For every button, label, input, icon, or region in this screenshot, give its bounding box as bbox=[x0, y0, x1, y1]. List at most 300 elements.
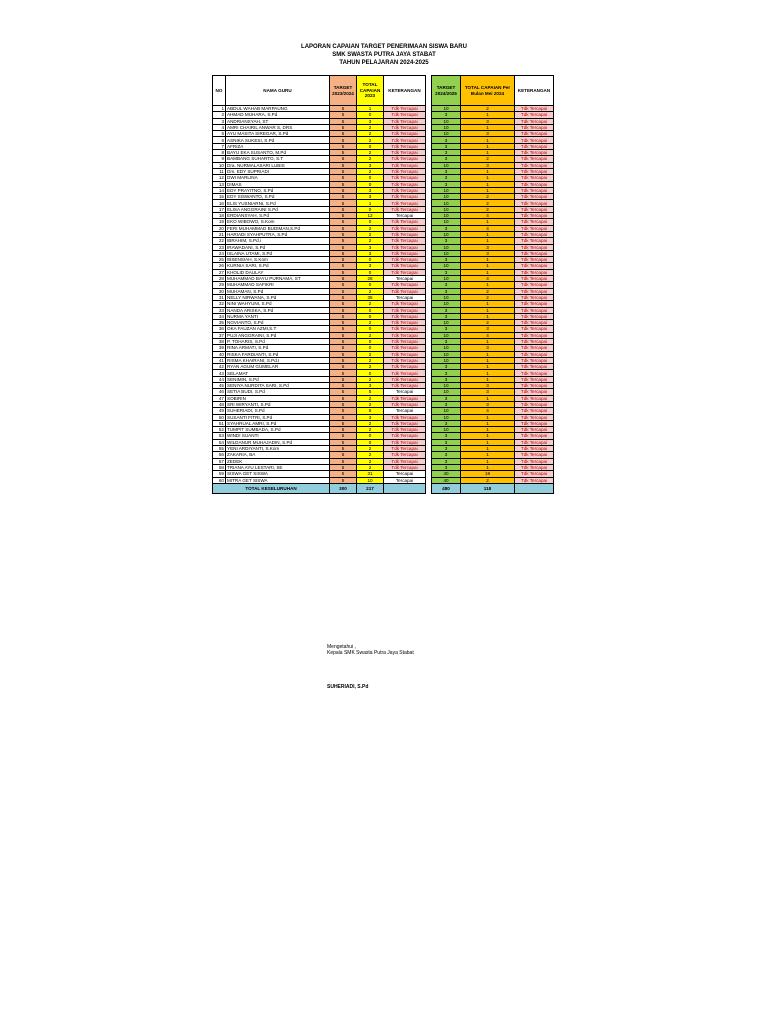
teacher-name: ANDRIANSYAH, ST bbox=[226, 118, 330, 124]
keterangan-2024: Tdk Tercapai bbox=[515, 439, 554, 445]
keterangan-2024: Tdk Tercapai bbox=[515, 150, 554, 156]
target-2024: 10 bbox=[432, 408, 461, 414]
target-2023: 5 bbox=[330, 446, 357, 452]
capaian-2023: 2 bbox=[357, 376, 384, 382]
capaian-2024: 1 bbox=[461, 439, 515, 445]
target-2024: 10 bbox=[432, 294, 461, 300]
keterangan-2024: Tdk Tercapai bbox=[515, 294, 554, 300]
keterangan-2023: Tdk Tercapai bbox=[384, 250, 426, 256]
target-2023: 5 bbox=[330, 187, 357, 193]
target-2023: 5 bbox=[330, 477, 357, 483]
keterangan-2024: Tdk Tercapai bbox=[515, 238, 554, 244]
target-2023: 5 bbox=[330, 288, 357, 294]
capaian-2023: 0 bbox=[357, 112, 384, 118]
target-2023: 5 bbox=[330, 206, 357, 212]
capaian-2023: 2 bbox=[357, 401, 384, 407]
target-2024: 3 bbox=[432, 376, 461, 382]
keterangan-2023: Tdk Tercapai bbox=[384, 124, 426, 130]
keterangan-2024: Tdk Tercapai bbox=[515, 433, 554, 439]
target-2024: 10 bbox=[432, 427, 461, 433]
capaian-2023: 3 bbox=[357, 118, 384, 124]
teacher-name: SOBIRIN bbox=[226, 395, 330, 401]
target-2023: 5 bbox=[330, 389, 357, 395]
row-number: 42 bbox=[213, 364, 226, 370]
target-2023: 5 bbox=[330, 219, 357, 225]
keterangan-2023: Tdk Tercapai bbox=[384, 307, 426, 313]
keterangan-2024: Tdk Tercapai bbox=[515, 181, 554, 187]
capaian-2023: 2 bbox=[357, 332, 384, 338]
keterangan-2024: Tdk Tercapai bbox=[515, 118, 554, 124]
capaian-2024: 1 bbox=[461, 263, 515, 269]
keterangan-2024: Tdk Tercapai bbox=[515, 194, 554, 200]
target-2023: 5 bbox=[330, 383, 357, 389]
header-target-2023: TARGET 2023/2024 bbox=[330, 76, 357, 106]
target-2024: 10 bbox=[432, 244, 461, 250]
row-number: 56 bbox=[213, 452, 226, 458]
capaian-2023: 0 bbox=[357, 439, 384, 445]
target-2024: 3 bbox=[432, 464, 461, 470]
capaian-2024: 3 bbox=[461, 383, 515, 389]
teacher-name: HARIADI SYAHPUTRA, S.Pd bbox=[226, 231, 330, 237]
capaian-2024: 1 bbox=[461, 433, 515, 439]
keterangan-2023: Tdk Tercapai bbox=[384, 206, 426, 212]
academic-year: TAHUN PELAJARAN 2024-2025 bbox=[339, 60, 429, 66]
capaian-2023: 0 bbox=[357, 206, 384, 212]
teacher-name: RISKA FARDIANTI, S.Pd bbox=[226, 351, 330, 357]
capaian-2024: 3 bbox=[461, 345, 515, 351]
keterangan-2024: Tdk Tercapai bbox=[515, 168, 554, 174]
teacher-name: RISMA KHAIRANI, S.Pd.I bbox=[226, 357, 330, 363]
target-2023: 5 bbox=[330, 118, 357, 124]
keterangan-2023: Tdk Tercapai bbox=[384, 288, 426, 294]
header-nama-guru: NAMA GURU bbox=[226, 76, 330, 106]
keterangan-2024: Tdk Tercapai bbox=[515, 364, 554, 370]
keterangan-2023: Tercapai bbox=[384, 477, 426, 483]
keterangan-2023: Tercapai bbox=[384, 471, 426, 477]
keterangan-2023: Tdk Tercapai bbox=[384, 112, 426, 118]
capaian-2024: 4 bbox=[461, 225, 515, 231]
teacher-name: EKO WIBOWO, S.Kom bbox=[226, 219, 330, 225]
teacher-name: SELAMAT bbox=[226, 370, 330, 376]
target-2023: 5 bbox=[330, 263, 357, 269]
target-2024: 40 bbox=[432, 471, 461, 477]
keterangan-2023: Tdk Tercapai bbox=[384, 106, 426, 112]
capaian-2024: 1 bbox=[461, 231, 515, 237]
keterangan-2024: Tdk Tercapai bbox=[515, 338, 554, 344]
teacher-name: MUHAMAN, S.Pd bbox=[226, 288, 330, 294]
keterangan-2023: Tdk Tercapai bbox=[384, 143, 426, 149]
capaian-2024: 4 bbox=[461, 213, 515, 219]
keterangan-2023: Tdk Tercapai bbox=[384, 194, 426, 200]
capaian-2023: 2 bbox=[357, 357, 384, 363]
teacher-name: MITRA GET SISWA bbox=[226, 477, 330, 483]
target-2023: 5 bbox=[330, 257, 357, 263]
capaian-2024: 2 bbox=[461, 320, 515, 326]
keterangan-2024: Tdk Tercapai bbox=[515, 175, 554, 181]
capaian-2024: 1 bbox=[461, 175, 515, 181]
capaian-2023: 3 bbox=[357, 194, 384, 200]
keterangan-2024: Tdk Tercapai bbox=[515, 213, 554, 219]
target-2023: 5 bbox=[330, 439, 357, 445]
capaian-2024: 1 bbox=[461, 307, 515, 313]
teacher-name: IBRAHIM, S.Pd.i bbox=[226, 238, 330, 244]
capaian-2024: 1 bbox=[461, 364, 515, 370]
row-number: 22 bbox=[213, 238, 226, 244]
capaian-2023: 2 bbox=[357, 238, 384, 244]
row-number: 20 bbox=[213, 225, 226, 231]
keterangan-2024: Tdk Tercapai bbox=[515, 383, 554, 389]
capaian-2024: 1 bbox=[461, 124, 515, 130]
target-2024: 3 bbox=[432, 439, 461, 445]
row-number: 28 bbox=[213, 276, 226, 282]
capaian-2023: 2 bbox=[357, 427, 384, 433]
capaian-2023: 2 bbox=[357, 464, 384, 470]
keterangan-2024: Tdk Tercapai bbox=[515, 464, 554, 470]
keterangan-2023: Tdk Tercapai bbox=[384, 282, 426, 288]
row-number: 26 bbox=[213, 263, 226, 269]
header-capaian-2024: TOTAL CAPAIAN Per Bulan Mei 2024 bbox=[461, 76, 515, 106]
capaian-2023: 0 bbox=[357, 282, 384, 288]
target-2024: 10 bbox=[432, 231, 461, 237]
capaian-2024: 3 bbox=[461, 162, 515, 168]
keterangan-2023: Tdk Tercapai bbox=[384, 238, 426, 244]
capaian-2023: 2 bbox=[357, 150, 384, 156]
capaian-2024: 1 bbox=[461, 269, 515, 275]
target-2023: 5 bbox=[330, 414, 357, 420]
target-2024: 3 bbox=[432, 156, 461, 162]
target-2023: 5 bbox=[330, 194, 357, 200]
target-2023: 5 bbox=[330, 225, 357, 231]
keterangan-2024: Tdk Tercapai bbox=[515, 357, 554, 363]
teacher-name: YENI ARDIYANTI, S.Kom bbox=[226, 446, 330, 452]
keterangan-2024: Tdk Tercapai bbox=[515, 187, 554, 193]
keterangan-2024: Tdk Tercapai bbox=[515, 307, 554, 313]
capaian-2024: 1 bbox=[461, 257, 515, 263]
target-2023: 5 bbox=[330, 200, 357, 206]
capaian-2023: 3 bbox=[357, 383, 384, 389]
capaian-2024: 2 bbox=[461, 200, 515, 206]
keterangan-2024: Tdk Tercapai bbox=[515, 452, 554, 458]
teacher-name: NINI WAHYUNI, S.Pd bbox=[226, 301, 330, 307]
target-2023: 5 bbox=[330, 452, 357, 458]
keterangan-2023: Tdk Tercapai bbox=[384, 332, 426, 338]
keterangan-2024: Tdk Tercapai bbox=[515, 420, 554, 426]
capaian-2023: 10 bbox=[357, 477, 384, 483]
keterangan-2023: Tdk Tercapai bbox=[384, 345, 426, 351]
table-2024 bbox=[431, 75, 554, 494]
row-number: 55 bbox=[213, 446, 226, 452]
keterangan-2023: Tdk Tercapai bbox=[384, 414, 426, 420]
target-2024: 10 bbox=[432, 332, 461, 338]
row-number: 52 bbox=[213, 427, 226, 433]
target-2023: 5 bbox=[330, 143, 357, 149]
target-2023: 5 bbox=[330, 351, 357, 357]
target-2024: 3 bbox=[432, 433, 461, 439]
target-2024: 10 bbox=[432, 200, 461, 206]
keterangan-2024: Tdk Tercapai bbox=[515, 263, 554, 269]
keterangan-2023: Tercapai bbox=[384, 213, 426, 219]
teacher-name: ISLAINA UTAMI, S.Pd bbox=[226, 250, 330, 256]
target-2024: 10 bbox=[432, 276, 461, 282]
capaian-2024: 1 bbox=[461, 395, 515, 401]
target-2024: 3 bbox=[432, 420, 461, 426]
capaian-2024: 3 bbox=[461, 401, 515, 407]
teacher-name: TUMPIT SUMBADA, S.Pd bbox=[226, 427, 330, 433]
capaian-2023: 0 bbox=[357, 181, 384, 187]
target-2023: 5 bbox=[330, 150, 357, 156]
target-2024: 3 bbox=[432, 326, 461, 332]
row-number: 24 bbox=[213, 250, 226, 256]
target-2023: 5 bbox=[330, 137, 357, 143]
target-2024: 3 bbox=[432, 370, 461, 376]
capaian-2023: 3 bbox=[357, 244, 384, 250]
keterangan-2024: Tdk Tercapai bbox=[515, 288, 554, 294]
keterangan-2023: Tdk Tercapai bbox=[384, 200, 426, 206]
target-2023: 5 bbox=[330, 238, 357, 244]
keterangan-2023: Tdk Tercapai bbox=[384, 137, 426, 143]
keterangan-2023: Tdk Tercapai bbox=[384, 395, 426, 401]
keterangan-2024: Tdk Tercapai bbox=[515, 313, 554, 319]
target-2023: 5 bbox=[330, 458, 357, 464]
totals-label: TOTAL KESELURUHAN bbox=[213, 483, 330, 493]
teacher-name: NURMA YANTI bbox=[226, 313, 330, 319]
row-number: 47 bbox=[213, 395, 226, 401]
target-2024: 10 bbox=[432, 187, 461, 193]
teacher-name: NELLY NIRWANA, S.Pd bbox=[226, 294, 330, 300]
keterangan-2024: Tdk Tercapai bbox=[515, 458, 554, 464]
target-2024: 3 bbox=[432, 338, 461, 344]
target-2023: 5 bbox=[330, 395, 357, 401]
target-2024: 10 bbox=[432, 320, 461, 326]
target-2023: 5 bbox=[330, 357, 357, 363]
target-2023: 5 bbox=[330, 471, 357, 477]
keterangan-2024: Tdk Tercapai bbox=[515, 389, 554, 395]
target-2023: 5 bbox=[330, 131, 357, 137]
row-number: 10 bbox=[213, 162, 226, 168]
teacher-name: MUHAMMAD BAYU PURNAMA, ST bbox=[226, 276, 330, 282]
target-2024: 10 bbox=[432, 219, 461, 225]
teacher-name: OKA FAUZAN AZMI,S.T bbox=[226, 326, 330, 332]
row-number: 58 bbox=[213, 464, 226, 470]
header-target-2024: TARGET 2024/2025 bbox=[432, 76, 461, 106]
keterangan-2024: Tdk Tercapai bbox=[515, 112, 554, 118]
teacher-name: Drs. EDY SUPRIADI bbox=[226, 168, 330, 174]
target-2024: 3 bbox=[432, 112, 461, 118]
capaian-2023: 0 bbox=[357, 219, 384, 225]
capaian-2023: 28 bbox=[357, 276, 384, 282]
capaian-2024: 2 bbox=[461, 194, 515, 200]
keterangan-2024: Tdk Tercapai bbox=[515, 276, 554, 282]
capaian-2024: 1 bbox=[461, 452, 515, 458]
row-number: 41 bbox=[213, 357, 226, 363]
capaian-2024: 1 bbox=[461, 238, 515, 244]
teacher-name: EDY PRAYITNO, S.Pd bbox=[226, 187, 330, 193]
teacher-name: WINDI SUANTI bbox=[226, 433, 330, 439]
row-number: 15 bbox=[213, 194, 226, 200]
target-2024: 3 bbox=[432, 181, 461, 187]
target-2023: 5 bbox=[330, 345, 357, 351]
target-2024: 10 bbox=[432, 357, 461, 363]
capaian-2023: 3 bbox=[357, 263, 384, 269]
footer-jabatan: Kepala SMK Swasta Putra Jaya Stabat bbox=[327, 650, 414, 656]
keterangan-2023: Tdk Tercapai bbox=[384, 244, 426, 250]
row-number: 18 bbox=[213, 213, 226, 219]
keterangan-2024: Tdk Tercapai bbox=[515, 124, 554, 130]
keterangan-2024: Tdk Tercapai bbox=[515, 219, 554, 225]
keterangan-2023: Tdk Tercapai bbox=[384, 231, 426, 237]
target-2023: 5 bbox=[330, 168, 357, 174]
capaian-2024: 1 bbox=[461, 137, 515, 143]
teacher-name: PUJI ANGGRAINI, S.Pd bbox=[226, 332, 330, 338]
row-number: 2 bbox=[213, 112, 226, 118]
target-2024: 3 bbox=[432, 313, 461, 319]
capaian-2023: 2 bbox=[357, 168, 384, 174]
totals-row bbox=[432, 483, 554, 493]
capaian-2024: 3 bbox=[461, 131, 515, 137]
keterangan-2024: Tdk Tercapai bbox=[515, 345, 554, 351]
target-2024: 3 bbox=[432, 401, 461, 407]
keterangan-2023: Tdk Tercapai bbox=[384, 357, 426, 363]
capaian-2023: 2 bbox=[357, 137, 384, 143]
keterangan-2023: Tercapai bbox=[384, 389, 426, 395]
row-number: 29 bbox=[213, 282, 226, 288]
target-2024: 10 bbox=[432, 263, 461, 269]
capaian-2023: 3 bbox=[357, 250, 384, 256]
capaian-2024: 1 bbox=[461, 464, 515, 470]
capaian-2024: 1 bbox=[461, 181, 515, 187]
capaian-2024: 1 bbox=[461, 143, 515, 149]
capaian-2023: 0 bbox=[357, 269, 384, 275]
teacher-name: KURNIA SARI, S.Pd bbox=[226, 263, 330, 269]
keterangan-2023: Tdk Tercapai bbox=[384, 427, 426, 433]
total-target-2023: 300 bbox=[330, 483, 357, 493]
target-2023: 5 bbox=[330, 408, 357, 414]
capaian-2023: 0 bbox=[357, 338, 384, 344]
row-number: 36 bbox=[213, 326, 226, 332]
capaian-2023: 2 bbox=[357, 320, 384, 326]
keterangan-2023: Tdk Tercapai bbox=[384, 187, 426, 193]
target-2024: 3 bbox=[432, 395, 461, 401]
teacher-name: NOVIANTO, S.Pd bbox=[226, 320, 330, 326]
capaian-2024: 3 bbox=[461, 389, 515, 395]
teacher-name: SENIYA NURDITA SARI, S.Pd bbox=[226, 383, 330, 389]
capaian-2023: 0 bbox=[357, 307, 384, 313]
teacher-name: SENIMIN, S.Pd bbox=[226, 376, 330, 382]
row-number: 35 bbox=[213, 320, 226, 326]
keterangan-2023: Tercapai bbox=[384, 408, 426, 414]
row-number: 54 bbox=[213, 439, 226, 445]
header-keterangan-2023: KETERANGAN bbox=[384, 76, 426, 106]
capaian-2023: 2 bbox=[357, 420, 384, 426]
capaian-2023: 2 bbox=[357, 124, 384, 130]
target-2024: 10 bbox=[432, 106, 461, 112]
keterangan-2023: Tdk Tercapai bbox=[384, 181, 426, 187]
teacher-name: IRAWADANI, S.Pd bbox=[226, 244, 330, 250]
keterangan-2024: Tdk Tercapai bbox=[515, 370, 554, 376]
teacher-name: SISWA GET SISWA bbox=[226, 471, 330, 477]
keterangan-2023: Tdk Tercapai bbox=[384, 383, 426, 389]
keterangan-2023: Tdk Tercapai bbox=[384, 162, 426, 168]
target-2024: 3 bbox=[432, 150, 461, 156]
row-number: 30 bbox=[213, 288, 226, 294]
target-2024: 10 bbox=[432, 206, 461, 212]
keterangan-2023: Tdk Tercapai bbox=[384, 420, 426, 426]
footer-signatory: SUHERIADI, S.Pd bbox=[327, 684, 369, 690]
row-number: 46 bbox=[213, 389, 226, 395]
target-2024: 10 bbox=[432, 345, 461, 351]
target-2023: 5 bbox=[330, 313, 357, 319]
target-2023: 5 bbox=[330, 364, 357, 370]
capaian-2024: 3 bbox=[461, 326, 515, 332]
row-number: 31 bbox=[213, 294, 226, 300]
row-number: 25 bbox=[213, 257, 226, 263]
target-2024: 10 bbox=[432, 124, 461, 130]
teacher-name: RINA ARMATI, S.Pd bbox=[226, 345, 330, 351]
keterangan-2023: Tdk Tercapai bbox=[384, 263, 426, 269]
row-number: 3 bbox=[213, 118, 226, 124]
capaian-2024: 1 bbox=[461, 112, 515, 118]
row-number: 11 bbox=[213, 168, 226, 174]
totals-empty bbox=[384, 483, 426, 493]
row-number: 49 bbox=[213, 408, 226, 414]
capaian-2023: 2 bbox=[357, 301, 384, 307]
target-2024: 3 bbox=[432, 446, 461, 452]
totals-row bbox=[213, 483, 426, 493]
target-2023: 5 bbox=[330, 231, 357, 237]
target-2023: 5 bbox=[330, 376, 357, 382]
capaian-2024: 3 bbox=[461, 118, 515, 124]
teacher-name: SUSANTI FITRI, S.Pd bbox=[226, 414, 330, 420]
row-number: 27 bbox=[213, 269, 226, 275]
capaian-2024: 2 bbox=[461, 156, 515, 162]
row-number: 57 bbox=[213, 458, 226, 464]
teacher-name: ASNIKA SUKESI, S.Pd bbox=[226, 137, 330, 143]
target-2024: 10 bbox=[432, 194, 461, 200]
capaian-2023: 0 bbox=[357, 326, 384, 332]
keterangan-2023: Tdk Tercapai bbox=[384, 452, 426, 458]
capaian-2024: 2 bbox=[461, 106, 515, 112]
teacher-name: ZEDEK bbox=[226, 458, 330, 464]
total-target-2024: 480 bbox=[432, 483, 461, 493]
teacher-name: SUHERIADI, S.Pd bbox=[226, 408, 330, 414]
teacher-name: ABDUL WAHAB MARPAUNG bbox=[226, 106, 330, 112]
target-2024: 3 bbox=[432, 143, 461, 149]
capaian-2023: 3 bbox=[357, 187, 384, 193]
capaian-2023: 1 bbox=[357, 200, 384, 206]
target-2024: 10 bbox=[432, 383, 461, 389]
teacher-name: AMRI CHAIRIL ANWAR S, DRS bbox=[226, 124, 330, 130]
keterangan-2023: Tdk Tercapai bbox=[384, 439, 426, 445]
target-2023: 5 bbox=[330, 420, 357, 426]
row-number: 13 bbox=[213, 181, 226, 187]
target-2024: 10 bbox=[432, 351, 461, 357]
keterangan-2024: Tdk Tercapai bbox=[515, 156, 554, 162]
row-number: 60 bbox=[213, 477, 226, 483]
keterangan-2024: Tdk Tercapai bbox=[515, 137, 554, 143]
row-number: 44 bbox=[213, 376, 226, 382]
target-2024: 10 bbox=[432, 118, 461, 124]
keterangan-2023: Tdk Tercapai bbox=[384, 150, 426, 156]
capaian-2023: 0 bbox=[357, 345, 384, 351]
target-2023: 5 bbox=[330, 181, 357, 187]
capaian-2024: 4 bbox=[461, 332, 515, 338]
row-number: 40 bbox=[213, 351, 226, 357]
teacher-name: EDY SISWANTO, S.Pd bbox=[226, 194, 330, 200]
keterangan-2023: Tdk Tercapai bbox=[384, 131, 426, 137]
row-number: 33 bbox=[213, 307, 226, 313]
row-number: 9 bbox=[213, 156, 226, 162]
capaian-2023: 2 bbox=[357, 288, 384, 294]
